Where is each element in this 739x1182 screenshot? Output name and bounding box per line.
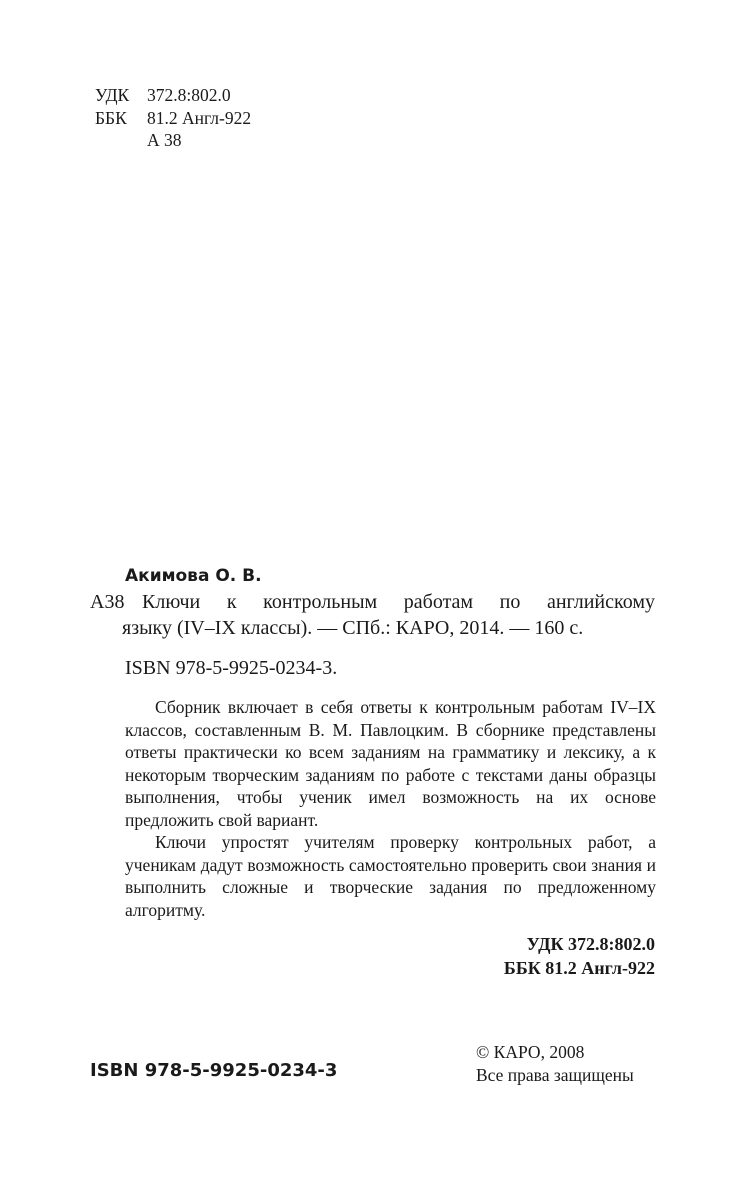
classification-block xyxy=(95,84,251,152)
title-line-1: Ключи к контрольным работам по английскому xyxy=(142,591,655,613)
udk-row xyxy=(95,84,251,107)
author-code: А38 xyxy=(90,591,125,613)
rights-line: Все права защищены xyxy=(476,1065,634,1085)
abstract-paragraph-1: Сборник включает в себя ответы к контрольным работам IV–IX классов, составленным В. М. Павлоцким. В сборнике представлены ответы практически ко всем заданиям на грамматику и лексику, а к некоторым творческим заданиям по работе с текстами даны образцы выполнения, чтобы ученик имел возможность на их основе предложить свой вариант. xyxy=(125,697,656,830)
abstract xyxy=(125,696,656,921)
title-line-2: языку (IV–IX классы). — СПб.: КАРО, 2014. — 160 с. xyxy=(122,617,584,639)
udk-value: 372.8:802.0 xyxy=(147,85,231,105)
udk-label: УДК xyxy=(95,85,130,105)
isbn-footer: ISBN 978-5-9925-0234-3 xyxy=(90,1060,338,1081)
author-name: Акимова О. В. xyxy=(125,566,262,586)
bibliographic-description xyxy=(122,589,655,641)
copyright-line: © КАРО, 2008 xyxy=(476,1042,585,1062)
isbn-record: ISBN 978-5-9925-0234-3. xyxy=(125,657,338,679)
author-mark: А 38 xyxy=(147,130,182,150)
classification-right xyxy=(504,932,655,980)
bbk-value: 81.2 Англ-922 xyxy=(147,107,252,128)
copyright-block xyxy=(476,1041,634,1087)
abstract-paragraph-2: Ключи упростят учителям проверку контрольных работ, а ученикам дадут возможность самостоятельно проверить свои знания и выполнить сложные и творческие задания по предложенному алгоритму. xyxy=(125,832,656,920)
author-mark-row xyxy=(95,129,251,152)
bbk-label: ББК xyxy=(95,107,127,128)
bbk-right: ББК 81.2 Англ-922 xyxy=(503,958,655,978)
udk-right: УДК 372.8:802.0 xyxy=(526,934,655,954)
bbk-row xyxy=(95,107,251,130)
